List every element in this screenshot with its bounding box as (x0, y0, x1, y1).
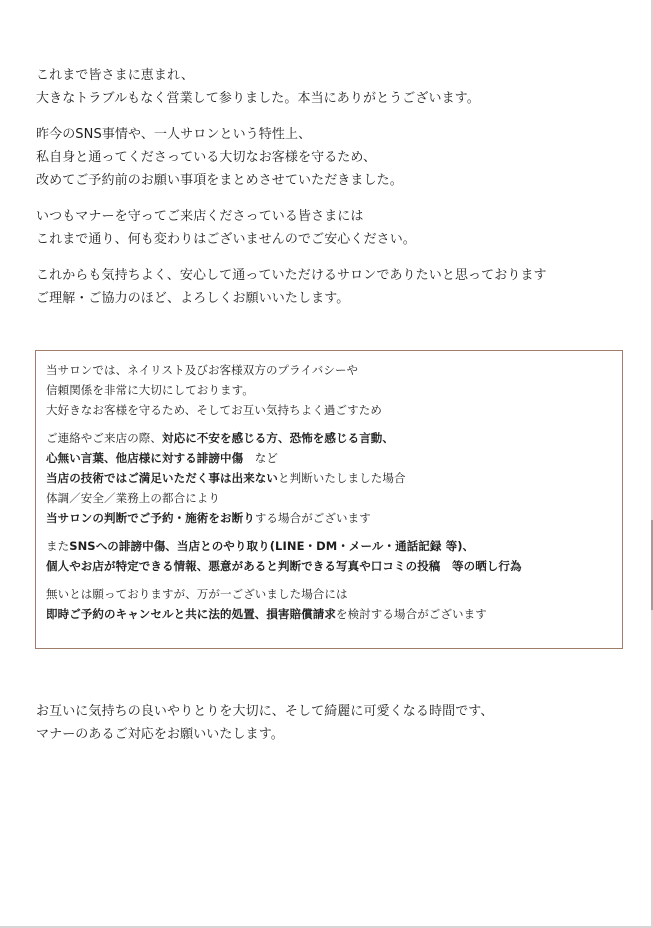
intro-line: 改めてご予約前のお願い事項をまとめさせていただきました。 (36, 173, 403, 188)
notice-text: 無いとは願っておりますが、万が一ございました場合には (46, 587, 348, 601)
intro-section (36, 64, 626, 323)
notice-line (46, 360, 612, 380)
notice-line (46, 400, 612, 420)
notice-line (46, 468, 612, 488)
notice-line (46, 380, 612, 400)
notice-emphasis-text: 即時ご予約のキャンセルと共に法的処置、損害賠償請求 (46, 607, 336, 621)
notice-paragraph (46, 428, 612, 528)
notice-emphasis-text: 心無い言葉、他店様に対する誹謗中傷 (46, 451, 244, 465)
notice-text: 体調／安全／業務上の都合により (46, 491, 220, 505)
notice-emphasis-text: SNSへの誹謗中傷、当店とのやり取り(LINE・DM・メール・通話記録 等)、 (69, 539, 475, 553)
notice-line (46, 488, 612, 508)
notice-line (46, 508, 612, 528)
notice-line (46, 556, 612, 576)
notice-box (35, 350, 623, 649)
outro-section (36, 700, 626, 746)
intro-paragraph-thanks (36, 64, 626, 110)
notice-text: 当サロンでは、ネイリスト及びお客様双方のプライバシーや (46, 363, 359, 377)
notice-emphasis-text: 当サロンの判断でご予約・施術をお断り (46, 511, 255, 525)
intro-paragraph-reason (36, 123, 626, 192)
notice-paragraph (46, 584, 612, 624)
intro-line: 私自身と通ってくださっている大切なお客様を守るため、 (36, 150, 377, 165)
intro-line: これまで通り、何も変わりはございませんのでご安心ください。 (36, 232, 416, 247)
notice-text: と判断いたしました場合 (278, 471, 406, 485)
notice-text: ご連絡やご来店の際、 (46, 431, 162, 445)
notice-text: 大好きなお客様を守るため、そしてお互い気持ちよく過ごすため (46, 403, 382, 417)
notice-emphasis-text: 当店の技術ではご満足いただく事は出来ない (46, 471, 278, 485)
notice-text: 信頼関係を非常に大切にしております。 (46, 383, 254, 397)
outro-line: お互いに気持ちの良いやりとりを大切に、そして綺麗に可愛くなる時間です、 (36, 704, 494, 719)
notice-text: する場合がございます (254, 511, 371, 525)
notice-line (46, 448, 612, 468)
outro-line: マナーのあるご対応をお願いいたします。 (36, 727, 284, 742)
notice-line (46, 428, 612, 448)
intro-line: 大きなトラブルもなく営業して参りました。本当にありがとうございます。 (36, 91, 480, 106)
notice-line (46, 536, 612, 556)
notice-text: など (243, 451, 279, 465)
notice-text: を検討する場合がございます (336, 607, 487, 621)
intro-paragraph-reassurance (36, 205, 626, 251)
notice-line (46, 604, 612, 624)
notice-paragraph (46, 360, 612, 420)
notice-emphasis-text: 個人やお店が特定できる情報、悪意があると判断できる写真や口コミの投稿 等の晒し行為 (46, 559, 522, 573)
notice-emphasis-text: 対応に不安を感じる方、恐怖を感じる言動、 (162, 431, 394, 445)
intro-line: いつもマナーを守ってご来店くださっている皆さまには (36, 209, 364, 224)
intro-line: これまで皆さまに恵まれ、 (36, 68, 194, 83)
notice-line (46, 584, 612, 604)
notice-text: また (46, 539, 70, 553)
notice-paragraph (46, 536, 612, 576)
intro-line: ご理解・ご協力のほど、よろしくお願いいたします。 (36, 291, 350, 306)
intro-paragraph-request (36, 264, 626, 310)
intro-line: 昨今のSNS事情や、一人サロンという特性上、 (36, 127, 312, 142)
intro-line: これからも気持ちよく、安心して通っていただけるサロンでありたいと思っております (36, 268, 547, 283)
